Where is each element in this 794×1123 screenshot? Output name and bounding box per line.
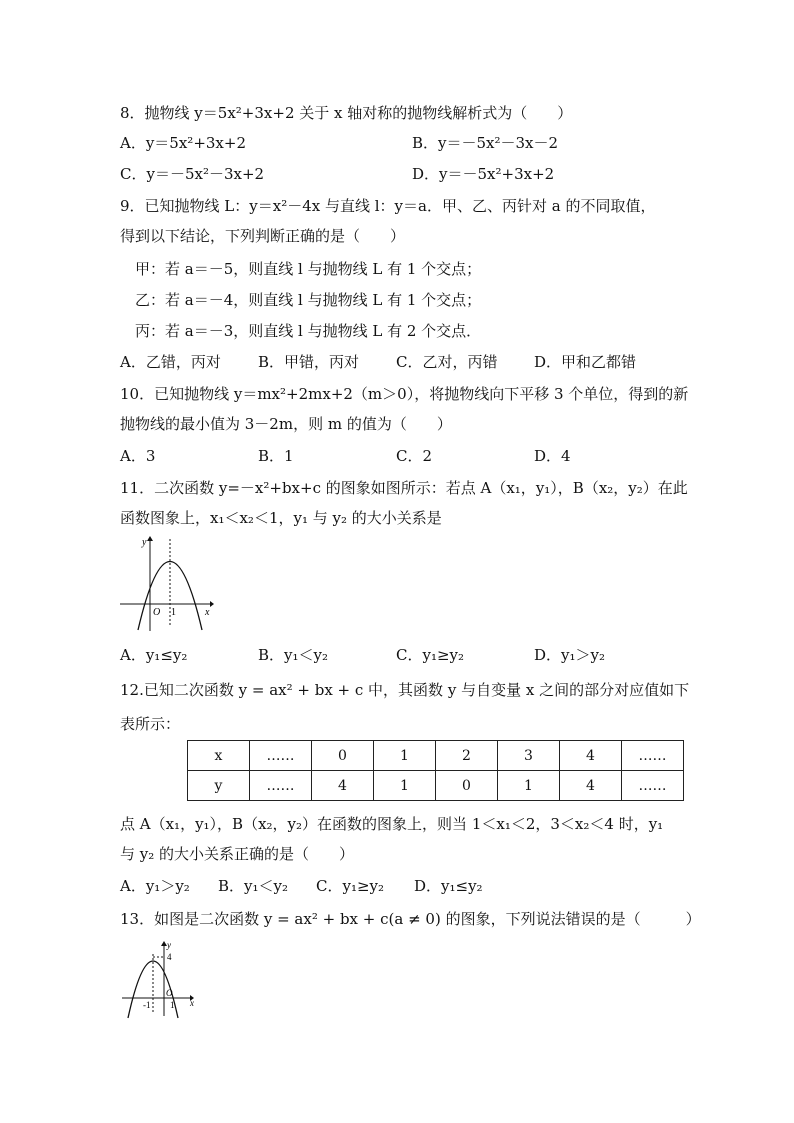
table-cell: ……	[622, 741, 684, 771]
q10-option-b[interactable]: B．1	[258, 447, 294, 465]
table-cell: 3	[498, 741, 560, 771]
q11-origin-label: O	[153, 607, 161, 618]
q13-origin-label: O	[166, 988, 173, 998]
q12-stem-line2: 表所示：	[120, 715, 181, 733]
q13-pos-tick-label: 1	[170, 1000, 175, 1010]
q12-option-a[interactable]: A．y₁＞y₂	[120, 877, 190, 895]
q8-option-a[interactable]: A．y＝5x²+3x+2	[120, 134, 247, 152]
q11-parabola-graph	[118, 535, 214, 633]
q9-option-c[interactable]: C．乙对，丙错	[396, 353, 498, 371]
q13-y-tick-label: 4	[167, 952, 172, 962]
q12-option-c[interactable]: C．y₁≥y₂	[316, 877, 385, 895]
table-cell: ……	[250, 771, 312, 801]
q9-option-d[interactable]: D．甲和乙都错	[534, 353, 637, 371]
q13-y-label: y	[167, 940, 171, 950]
table-cell: ……	[250, 741, 312, 771]
table-cell: y	[188, 771, 250, 801]
q13-x-label: x	[190, 998, 194, 1008]
q9-option-a[interactable]: A．乙错，丙对	[120, 353, 221, 371]
q11-y-arrow-icon	[147, 536, 153, 541]
table-cell: 0	[312, 741, 374, 771]
q10-stem-line1: 10．已知抛物线 y＝mx²+2mx+2（m＞0），将抛物线向下平移 3 个单位，得到的新	[120, 385, 689, 403]
q12-option-d[interactable]: D．y₁≤y₂	[414, 877, 483, 895]
table-cell: 1	[374, 771, 436, 801]
table-cell: 4	[560, 741, 622, 771]
table-row	[188, 771, 684, 801]
q13-stem: 13．如图是二次函数 y = ax² + bx + c(a ≠ 0) 的图象，下列说法错误的是（ ）	[120, 910, 701, 928]
q11-option-b[interactable]: B．y₁＜y₂	[258, 646, 328, 664]
q11-tick-label: 1	[171, 607, 176, 618]
q13-parabola-graph	[120, 940, 200, 1020]
q8-option-d[interactable]: D．y＝－5x²+3x+2	[412, 165, 555, 183]
table-cell: ……	[622, 771, 684, 801]
q11-x-arrow-icon	[210, 601, 214, 607]
q12-after-line2: 与 y₂ 的大小关系正确的是（ ）	[120, 845, 355, 863]
table-cell: 2	[436, 741, 498, 771]
q11-stem-line1: 11．二次函数 y=－x²+bx+c 的图象如图所示：若点 A（x₁，y₁），B（x₂，y₂）在此	[120, 479, 688, 497]
q9-option-b[interactable]: B．甲错，丙对	[258, 353, 360, 371]
q9-statement-jia: 甲：若 a＝－5，则直线 l 与抛物线 L 有 1 个交点；	[135, 260, 482, 278]
q8-stem: 8．抛物线 y＝5x²+3x+2 关于 x 轴对称的抛物线解析式为（ ）	[120, 104, 573, 122]
table-cell: 0	[436, 771, 498, 801]
q12-value-table	[187, 740, 684, 801]
q12-stem-line1: 12.已知二次函数 y = ax² + bx + c 中，其函数 y 与自变量 x 之间的部分对应值如下	[120, 681, 690, 699]
q8-option-c[interactable]: C．y＝－5x²－3x+2	[120, 165, 265, 183]
table-cell: 1	[498, 771, 560, 801]
q12-after-line1: 点 A（x₁，y₁），B（x₂，y₂）在函数的图象上，则当 1＜x₁＜2，3＜x₂＜4 时，y₁	[120, 815, 664, 833]
q10-option-d[interactable]: D．4	[534, 447, 571, 465]
table-row	[188, 741, 684, 771]
q11-y-label: y	[142, 537, 147, 548]
q10-option-c[interactable]: C．2	[396, 447, 433, 465]
q11-option-d[interactable]: D．y₁＞y₂	[534, 646, 606, 664]
table-cell: x	[188, 741, 250, 771]
table-cell: 1	[374, 741, 436, 771]
q11-option-a[interactable]: A．y₁≤y₂	[120, 646, 188, 664]
q12-option-b[interactable]: B．y₁＜y₂	[218, 877, 288, 895]
q11-stem-line2: 函数图象上，x₁＜x₂＜1，y₁ 与 y₂ 的大小关系是	[120, 509, 442, 527]
q9-stem-line2: 得到以下结论，下列判断正确的是（ ）	[120, 227, 406, 245]
q11-option-c[interactable]: C．y₁≥y₂	[396, 646, 465, 664]
q13-neg-tick-label: -1	[143, 1000, 151, 1010]
table-cell: 4	[560, 771, 622, 801]
q9-statement-bing: 丙：若 a＝－3，则直线 l 与抛物线 L 有 2 个交点．	[135, 322, 482, 340]
q10-option-a[interactable]: A．3	[120, 447, 156, 465]
table-cell: 4	[312, 771, 374, 801]
q9-statement-yi: 乙：若 a＝－4，则直线 l 与抛物线 L 有 1 个交点；	[135, 291, 482, 309]
q8-option-b[interactable]: B．y＝－5x²－3x－2	[412, 134, 559, 152]
q10-stem-line2: 抛物线的最小值为 3－2m，则 m 的值为（ ）	[120, 415, 452, 433]
q11-x-label: x	[205, 607, 210, 618]
q9-stem-line1: 9．已知抛物线 L：y＝x²－4x 与直线 l：y＝a．甲、乙、丙针对 a 的不同取值，	[120, 197, 656, 215]
